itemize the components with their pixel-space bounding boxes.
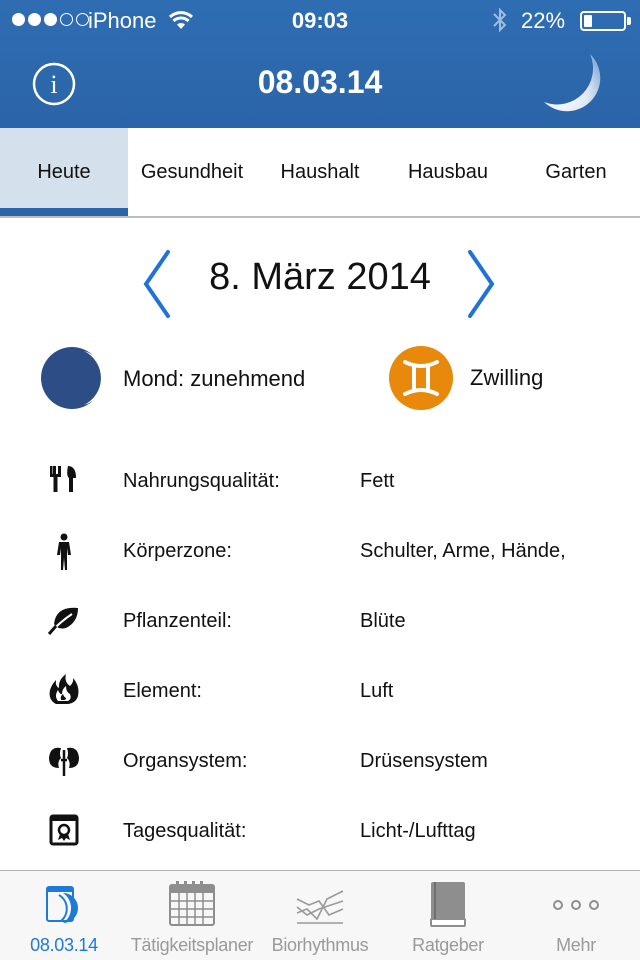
row-value: Licht-/Lufttag [360, 820, 476, 842]
row-value: Schulter, Arme, Hände, [360, 540, 566, 562]
book-icon [423, 879, 473, 929]
tab-label: Garten [545, 160, 607, 183]
row-value: Luft [360, 680, 394, 702]
nav-header [0, 0, 640, 128]
status-bar [0, 0, 640, 40]
list-item [0, 586, 640, 656]
tab-label: Haushalt [280, 160, 360, 183]
row-label: Tagesqualität: [123, 820, 247, 842]
tabbar-item-more[interactable] [512, 871, 640, 960]
tabbar-label: Tätigkeitsplaner [130, 935, 254, 955]
tabbar-item-planner[interactable] [128, 871, 256, 960]
list-item [0, 726, 640, 796]
row-value: Blüte [360, 610, 406, 632]
zodiac-sign-label: Zwilling [470, 365, 544, 390]
row-label: Organsystem: [123, 750, 248, 772]
row-value: Drüsensystem [360, 750, 488, 772]
tab-garten[interactable] [512, 128, 640, 216]
body-icon [46, 532, 82, 568]
calendar-icon [167, 879, 217, 929]
tab-gesundheit[interactable] [128, 128, 256, 216]
current-date: 8. März 2014 [209, 256, 431, 298]
list-item [0, 796, 640, 866]
moon-phase-button[interactable] [540, 50, 604, 118]
tab-label: Gesundheit [140, 160, 244, 183]
battery-tip [627, 17, 631, 25]
svg-text:i: i [50, 70, 58, 99]
tab-hausbau[interactable] [384, 128, 512, 216]
tab-heute[interactable] [0, 128, 128, 216]
crescent-moon-icon [540, 50, 604, 118]
gemini-icon [389, 346, 453, 410]
day-info-list [0, 446, 640, 866]
tabbar-item-guide[interactable] [384, 871, 512, 960]
date-navigator [0, 244, 640, 324]
row-label: Nahrungsqualität: [123, 470, 280, 492]
moon-calendar-icon [39, 879, 89, 929]
chevron-right-icon [462, 248, 502, 320]
battery-percent: 22% [521, 8, 566, 33]
tabbar-item-today[interactable] [0, 871, 128, 960]
battery-icon [580, 11, 626, 31]
waxing-moon-icon [40, 346, 104, 410]
tab-label: Heute [37, 160, 91, 183]
row-label: Pflanzenteil: [123, 610, 232, 632]
tab-haushalt[interactable] [256, 128, 384, 216]
next-day-button[interactable] [462, 248, 502, 320]
tab-label: Hausbau [407, 160, 489, 183]
fork-knife-icon [46, 462, 82, 498]
tabbar-item-biorhythm[interactable] [256, 871, 384, 960]
tabbar-label: 08.03.14 [30, 935, 98, 955]
leaf-icon [46, 602, 82, 638]
page-title: 08.03.14 [257, 64, 383, 100]
carrier-name: iPhone [88, 8, 157, 33]
list-item [0, 656, 640, 726]
list-item [0, 516, 640, 586]
more-icon [551, 879, 601, 929]
category-tabs [0, 128, 640, 218]
row-value: Fett [360, 470, 395, 492]
organ-icon [46, 742, 82, 778]
row-label: Körperzone: [123, 540, 232, 562]
list-item [0, 446, 640, 516]
fire-icon [46, 672, 82, 708]
tabbar-label: Biorhythmus [271, 935, 369, 955]
bottom-tab-bar [0, 870, 640, 960]
day-quality-icon [46, 812, 82, 848]
tabbar-label: Mehr [556, 935, 596, 955]
tabbar-label: Ratgeber [412, 935, 484, 955]
row-label: Element: [123, 680, 202, 702]
moon-phase-label: Mond: zunehmend [123, 366, 306, 391]
chart-lines-icon [295, 879, 345, 929]
bluetooth-icon [491, 7, 509, 39]
status-time: 09:03 [291, 8, 349, 33]
